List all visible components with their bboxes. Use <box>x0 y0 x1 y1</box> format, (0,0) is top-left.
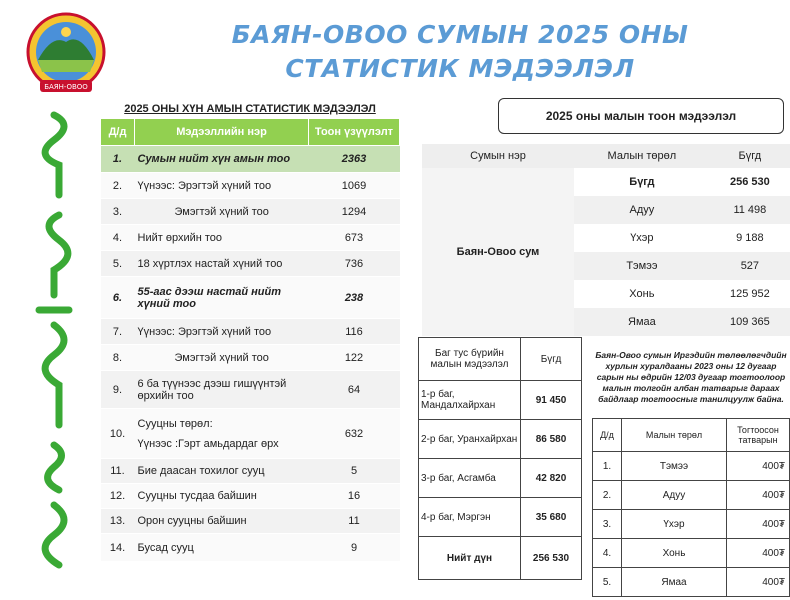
row-name-line1: Сууцны төрөл: <box>137 417 213 430</box>
tax-type: Адуу <box>622 481 727 510</box>
row-name: Бусад сууц <box>135 534 309 562</box>
row-value: 122 <box>309 345 400 371</box>
row-number: 13. <box>101 509 135 534</box>
bag-value: 35 680 <box>521 498 582 537</box>
row-number: 14. <box>101 534 135 562</box>
row-number: 8. <box>101 345 135 371</box>
livestock-type: Адуу <box>574 196 710 224</box>
table-row <box>101 173 400 199</box>
row-value: 238 <box>309 277 400 319</box>
livestock-value: 11 498 <box>710 196 790 224</box>
col-bag-total: Бүгд <box>521 338 582 381</box>
tax-type: Үхэр <box>622 510 727 539</box>
row-number: 9. <box>101 371 135 409</box>
tax-amount: 400₮ <box>727 452 790 481</box>
table-row <box>101 251 400 277</box>
tax-type: Хонь <box>622 539 727 568</box>
row-name: 55-аас дээш настай нийт хүний тоо <box>135 277 309 319</box>
tax-note: Баян-Овоо сумын Иргэдийн төлөөлөгчдийн хурлын хуралдааны 2023 оны 12 дугаар сарын ны өдрийн 12/03 дугаар тогтоолоор малын толгойн албан татварыг дараах байдлаар тогтоосныг танилцуулж байна. <box>595 350 787 404</box>
page-title: БАЯН-ОВОО СУМЫН 2025 ОНЫ СТАТИСТИК МЭДЭЭЛЭЛ <box>231 20 689 83</box>
livestock-type: Хонь <box>629 288 655 300</box>
row-number: 11. <box>101 459 135 484</box>
table-row <box>422 168 790 196</box>
population-heading: 2025 ОНЫ ХҮН АМЫН СТАТИСТИК МЭДЭЭЛЭЛ <box>124 103 376 115</box>
population-table-section <box>100 100 400 562</box>
row-number: 4. <box>101 225 135 251</box>
row-value: 16 <box>309 484 400 509</box>
row-name: Үүнээс: Эрэгтэй хүний тоо <box>135 173 309 199</box>
row-number: 2. <box>101 173 135 199</box>
col-tax-number: Д/д <box>593 419 622 452</box>
table-row <box>419 498 582 537</box>
col-bag-info: Баг тус бүрийн малын мэдээлэл <box>419 338 521 381</box>
col-total: Бүгд <box>710 144 790 168</box>
sum-emblem-logo <box>22 12 110 96</box>
row-value: 116 <box>309 319 400 345</box>
row-name: Орон сууцны байшин <box>135 509 309 534</box>
livestock-type: Тэмээ <box>574 252 710 280</box>
row-name <box>135 409 309 459</box>
col-number: Д/д <box>101 119 135 146</box>
bag-value: 91 450 <box>521 381 582 420</box>
sum-name: Баян-Овоо сум <box>422 168 574 336</box>
livestock-value: 125 952 <box>729 288 770 300</box>
livestock-type: Ямаа <box>574 308 710 336</box>
row-number: 12. <box>101 484 135 509</box>
table-row <box>101 534 400 562</box>
tax-number: 4. <box>593 539 622 568</box>
population-table <box>100 118 400 562</box>
row-value: 632 <box>309 409 400 459</box>
tax-type: Тэмээ <box>622 452 727 481</box>
livestock-value: 527 <box>710 252 790 280</box>
tax-type: Ямаа <box>622 568 727 597</box>
table-row <box>101 409 400 459</box>
logo-text: БАЯН-ОВОО <box>44 83 88 91</box>
row-value: 5 <box>309 459 400 484</box>
tax-amount: 400₮ <box>727 510 790 539</box>
row-value: 11 <box>309 509 400 534</box>
table-row <box>101 199 400 225</box>
table-row <box>593 452 790 481</box>
row-name: Эмэгтэй хүний тоо <box>135 345 309 371</box>
row-name: Нийт өрхийн тоо <box>135 225 309 251</box>
row-number: 7. <box>101 319 135 345</box>
livestock-value: 9 188 <box>736 232 764 244</box>
bag-name: 4-р баг, Мэргэн <box>419 498 521 537</box>
table-row <box>101 371 400 409</box>
livestock-heading: 2025 оны малын тоон мэдээлэл <box>498 98 784 134</box>
col-value: Тоон үзүүлэлт <box>309 119 400 146</box>
bag-livestock-table <box>418 337 582 580</box>
col-tax-type: Малын төрөл <box>622 419 727 452</box>
row-number: 6. <box>101 277 135 319</box>
tax-number: 1. <box>593 452 622 481</box>
table-row <box>101 277 400 319</box>
table-row <box>593 510 790 539</box>
mongolian-script-decoration <box>14 105 84 575</box>
tax-number: 5. <box>593 568 622 597</box>
tax-amount: 400₮ <box>727 568 790 597</box>
livestock-table <box>422 144 790 336</box>
row-number: 10. <box>101 409 135 459</box>
bag-total-label: Нийт дүн <box>419 537 521 580</box>
row-number: 1. <box>101 146 135 173</box>
row-name-line2: Үүнээс :Гэрт амьдардаг өрх <box>137 437 279 450</box>
row-name: Эмэгтэй хүний тоо <box>135 199 309 225</box>
row-name: Сууцны тусдаа байшин <box>135 484 309 509</box>
table-row <box>101 484 400 509</box>
table-row <box>419 420 582 459</box>
table-row <box>419 381 582 420</box>
row-name: Сумын нийт хүн амын тоо <box>135 146 309 173</box>
table-row <box>101 319 400 345</box>
bag-name: 2-р баг, Уранхайрхан <box>419 420 521 459</box>
col-tax-amount: Тогтоосон татварын <box>727 419 790 452</box>
tax-number: 2. <box>593 481 622 510</box>
livestock-type: Үхэр <box>630 232 654 244</box>
table-row <box>593 539 790 568</box>
row-number: 3. <box>101 199 135 225</box>
tax-amount: 400₮ <box>727 481 790 510</box>
col-info-name: Мэдээллийн нэр <box>135 119 309 146</box>
row-value: 736 <box>309 251 400 277</box>
table-row <box>593 481 790 510</box>
row-value: 9 <box>309 534 400 562</box>
livestock-type: Бүгд <box>629 176 655 188</box>
livestock-value: 109 365 <box>710 308 790 336</box>
bag-name: 1-р баг, Мандалхайрхан <box>419 381 521 420</box>
col-livestock-type: Малын төрөл <box>574 144 710 168</box>
table-row <box>101 146 400 173</box>
row-name: 6 ба түүнээс дээш гишүүнтэй өрхийн тоо <box>135 371 309 409</box>
row-name: Үүнээс: Эрэгтэй хүний тоо <box>135 319 309 345</box>
livestock-value: 256 530 <box>729 176 770 188</box>
row-number: 5. <box>101 251 135 277</box>
bag-total-value: 256 530 <box>521 537 582 580</box>
table-row <box>593 568 790 597</box>
tax-amount: 400₮ <box>727 539 790 568</box>
tax-table <box>592 418 790 597</box>
table-row <box>101 345 400 371</box>
table-row <box>419 459 582 498</box>
row-value: 2363 <box>309 146 400 173</box>
col-sum-name: Сумын нэр <box>422 144 574 168</box>
bag-name: 3-р баг, Асгамба <box>419 459 521 498</box>
bag-value: 86 580 <box>521 420 582 459</box>
row-name: 18 хүртлэх настай хүний тоо <box>135 251 309 277</box>
table-row <box>101 225 400 251</box>
row-value: 64 <box>309 371 400 409</box>
tax-number: 3. <box>593 510 622 539</box>
row-value: 1069 <box>309 173 400 199</box>
row-value: 1294 <box>309 199 400 225</box>
row-name: Бие даасан тохилог сууц <box>135 459 309 484</box>
table-row-total <box>419 537 582 580</box>
bag-value: 42 820 <box>521 459 582 498</box>
row-value: 673 <box>309 225 400 251</box>
table-row <box>101 509 400 534</box>
table-row <box>101 459 400 484</box>
